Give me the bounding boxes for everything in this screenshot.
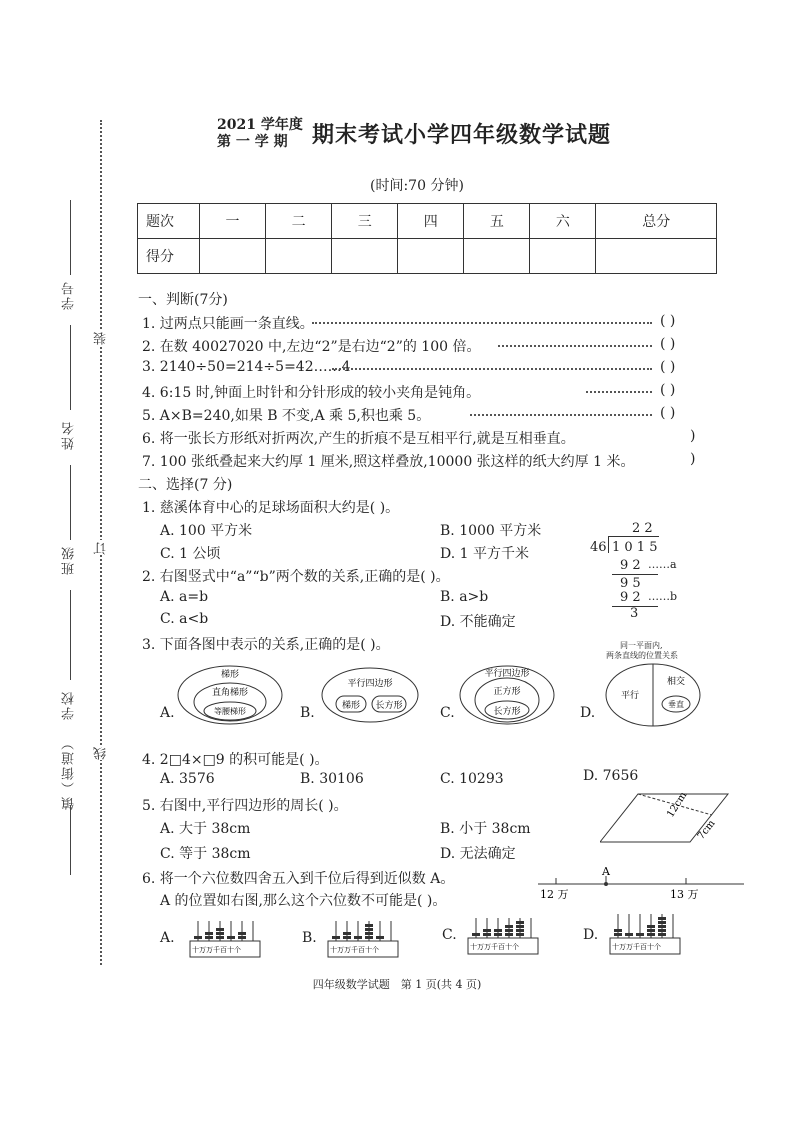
answer-blank[interactable]: ( ) <box>660 405 676 421</box>
parallelogram-height-label: 12cm <box>665 790 690 820</box>
score-cell[interactable] <box>266 239 332 274</box>
parallelogram-figure <box>600 788 735 848</box>
venn-diagram-c <box>458 664 556 726</box>
tf-item-5: 5. A×B=240,如果 B 不变,A 乘 5,积也乘 5。 <box>142 408 431 424</box>
venn-a-inner-label: 等腰梯形 <box>214 707 246 716</box>
abacus-c-labels: 十万万千百十个 <box>470 943 519 951</box>
venn-a-mid-label: 直角梯形 <box>211 688 249 698</box>
student-id-blank <box>70 200 71 275</box>
score-header-cell: 题次 <box>138 204 200 239</box>
section1-title: 一、判断(7分) <box>138 292 228 308</box>
leader-dots <box>332 368 652 370</box>
score-cell[interactable] <box>530 239 596 274</box>
town-label: 镇（街道） <box>62 735 77 810</box>
mc-q5-option-d[interactable]: D. 无法确定 <box>440 846 516 862</box>
mc-q5-option-a[interactable]: A. 大于 38cm <box>160 821 251 837</box>
tf-item-1: 1. 过两点只能画一条直线。 <box>142 316 314 332</box>
division-step2: 9 5 <box>620 576 641 591</box>
number-line-right-label: 13 万 <box>670 888 699 901</box>
mc-q6-option-b[interactable]: B. <box>302 930 317 946</box>
division-label-a: ……a <box>648 558 677 571</box>
venn-diagram-a <box>176 664 284 726</box>
venn-diagram-b <box>320 666 420 724</box>
mc-q4-option-c[interactable]: C. 10293 <box>440 771 504 787</box>
division-remainder: 3 <box>630 606 639 621</box>
student-id-label: 学号 <box>62 280 77 310</box>
score-cell[interactable] <box>464 239 530 274</box>
term: 第 一 学 期 <box>217 134 288 150</box>
binding-mark-zhuang: 装 <box>94 330 109 345</box>
exam-time: (时间:70 分钟) <box>370 178 464 194</box>
venn-b-outer-label: 平行四边形 <box>347 679 393 689</box>
score-header-cell: 总分 <box>596 204 717 239</box>
mc-q2-option-b[interactable]: B. a>b <box>440 589 489 605</box>
venn-d-right-label: 相交 <box>666 677 686 687</box>
answer-blank[interactable]: ( ) <box>660 359 676 375</box>
answer-blank-end[interactable]: ) <box>690 428 696 444</box>
leader-dots <box>498 345 652 347</box>
mc-q4-option-d[interactable]: D. 7656 <box>583 768 639 784</box>
answer-blank[interactable]: ( ) <box>660 313 676 329</box>
venn-c-mid-label: 正方形 <box>493 687 521 697</box>
mc-q1-option-d[interactable]: D. 1 平方千米 <box>440 546 529 562</box>
mc-q4-option-a[interactable]: A. 3576 <box>160 771 215 787</box>
abacus-a-labels: 十万万千百十个 <box>192 946 241 954</box>
mc-q4-option-b[interactable]: B. 30106 <box>300 771 364 787</box>
venn-d-inner-label: 垂直 <box>668 700 684 709</box>
binding-mark-ding: 订 <box>94 540 109 555</box>
abacus-b-icon <box>326 915 402 959</box>
score-cell[interactable] <box>200 239 266 274</box>
division-label-b: ……b <box>648 590 678 603</box>
venn-d-caption-1: 同一平面内, <box>620 641 663 650</box>
venn-c-outer-label: 平行四边形 <box>484 669 530 679</box>
abacus-d-icon <box>608 910 684 956</box>
mc-q3-stem: 3. 下面各图中表示的关系,正确的是( )。 <box>142 637 390 653</box>
venn-d-caption-2: 两条直线的位置关系 <box>606 651 678 660</box>
score-header-cell: 二 <box>266 204 332 239</box>
tf-item-4: 4. 6:15 时,钟面上时针和分针形成的较小夹角是钝角。 <box>142 385 481 401</box>
score-cell[interactable] <box>398 239 464 274</box>
page-footer: 四年级数学试题 第 1 页(共 4 页) <box>312 978 482 991</box>
class-blank <box>70 465 71 540</box>
number-line-point-a: A <box>602 865 610 878</box>
score-table-header-row <box>138 204 717 239</box>
leader-dots <box>312 322 652 324</box>
long-division-figure <box>590 518 710 621</box>
abacus-c-icon <box>466 912 542 956</box>
town-blank <box>70 805 71 875</box>
section2-title: 二、选择(7 分) <box>138 477 233 493</box>
abacus-a-icon <box>188 915 264 959</box>
venn-c-inner-label: 长方形 <box>493 707 521 717</box>
tf-item-7: 7. 100 张纸叠起来大约厚 1 厘米,照这样叠放,10000 张这样的纸大约厚 1 米。 <box>142 454 635 470</box>
division-rule <box>612 574 658 575</box>
division-dividend: 1 0 1 5 <box>612 540 658 555</box>
page-title: 期末考试小学四年级数学试题 <box>312 122 612 148</box>
school-blank <box>70 590 71 680</box>
division-divisor: 46 <box>590 540 607 555</box>
venn-a-outer-label: 梯形 <box>220 670 240 680</box>
score-header-cell: 五 <box>464 204 530 239</box>
name-label: 姓名 <box>62 420 77 450</box>
school-year: 2021 学年度 <box>217 117 303 133</box>
score-header-cell: 六 <box>530 204 596 239</box>
score-row-label: 得分 <box>138 239 200 274</box>
class-label: 班级 <box>62 545 77 575</box>
tf-item-6: 6. 将一张长方形纸对折两次,产生的折痕不是互相平行,就是互相垂直。 <box>142 431 575 447</box>
tf-item-2: 2. 在数 40027020 中,左边“2”是右边“2”的 100 倍。 <box>142 339 481 355</box>
mc-q2-option-d[interactable]: D. 不能确定 <box>440 614 516 630</box>
mc-q2-option-a[interactable]: A. a=b <box>160 589 209 605</box>
mc-q3-option-c[interactable]: C. <box>440 705 455 721</box>
venn-b-right-label: 长方形 <box>375 701 403 711</box>
score-header-cell: 一 <box>200 204 266 239</box>
leader-dots <box>586 391 652 393</box>
number-line <box>536 864 746 904</box>
venn-d-left-label: 平行 <box>620 691 640 701</box>
name-blank <box>70 325 71 410</box>
mc-q2-option-c[interactable]: C. a<b <box>160 611 209 627</box>
number-line-left-label: 12 万 <box>540 888 569 901</box>
answer-blank[interactable]: ( ) <box>660 382 676 398</box>
mc-q3-option-a[interactable]: A. <box>160 705 175 721</box>
score-header-cell: 三 <box>332 204 398 239</box>
score-table <box>137 203 717 274</box>
division-step1: 9 2 <box>620 558 641 573</box>
mc-q5-stem: 5. 右图中,平行四边形的周长( )。 <box>142 798 348 814</box>
abacus-b-labels: 十万万千百十个 <box>330 946 379 954</box>
mc-q3-option-b[interactable]: B. <box>300 705 315 721</box>
binding-mark-xian: 线 <box>94 745 109 760</box>
mc-q5-option-b[interactable]: B. 小于 38cm <box>440 821 531 837</box>
answer-blank[interactable]: ( ) <box>660 336 676 352</box>
abacus-d-labels: 十万万千百十个 <box>612 943 661 951</box>
mc-q1-option-a[interactable]: A. 100 平方米 <box>160 523 253 539</box>
score-cell[interactable] <box>596 239 717 274</box>
mc-q2-stem: 2. 右图竖式中“a”“b”两个数的关系,正确的是( )。 <box>142 569 450 585</box>
division-quotient: 2 2 <box>632 521 653 536</box>
venn-diagram-d <box>604 662 702 728</box>
mc-q1-stem: 1. 慈溪体育中心的足球场面积大约是( )。 <box>142 500 400 516</box>
mc-q6-option-a[interactable]: A. <box>160 930 175 946</box>
mc-q6-option-d[interactable]: D. <box>583 927 599 943</box>
mc-q6-option-c[interactable]: C. <box>442 927 457 943</box>
tf-item-3: 3. 2140÷50=214÷5=42……4 <box>142 359 351 375</box>
mc-q5-option-c[interactable]: C. 等于 38cm <box>160 846 251 862</box>
mc-q3-option-d[interactable]: D. <box>580 705 596 721</box>
division-step3: 9 2 <box>620 590 641 605</box>
mc-q1-option-c[interactable]: C. 1 公顷 <box>160 546 221 562</box>
venn-b-left-label: 梯形 <box>341 701 361 711</box>
answer-blank-end[interactable]: ) <box>690 451 696 467</box>
mc-q6-stem-1: 6. 将一个六位数四舍五入到千位后得到近似数 A。 <box>142 871 455 887</box>
school-label: 学校 <box>62 690 77 720</box>
mc-q1-option-b[interactable]: B. 1000 平方米 <box>440 523 542 539</box>
score-header-cell: 四 <box>398 204 464 239</box>
mc-q4-stem: 4. 2□4×□9 的积可能是( )。 <box>142 752 329 768</box>
score-table-score-row <box>138 239 717 274</box>
parallelogram-side-label: 7cm <box>695 818 718 842</box>
score-cell[interactable] <box>332 239 398 274</box>
leader-dots <box>470 414 652 416</box>
mc-q6-stem-2: A 的位置如右图,那么这个六位数不可能是( )。 <box>160 893 447 909</box>
